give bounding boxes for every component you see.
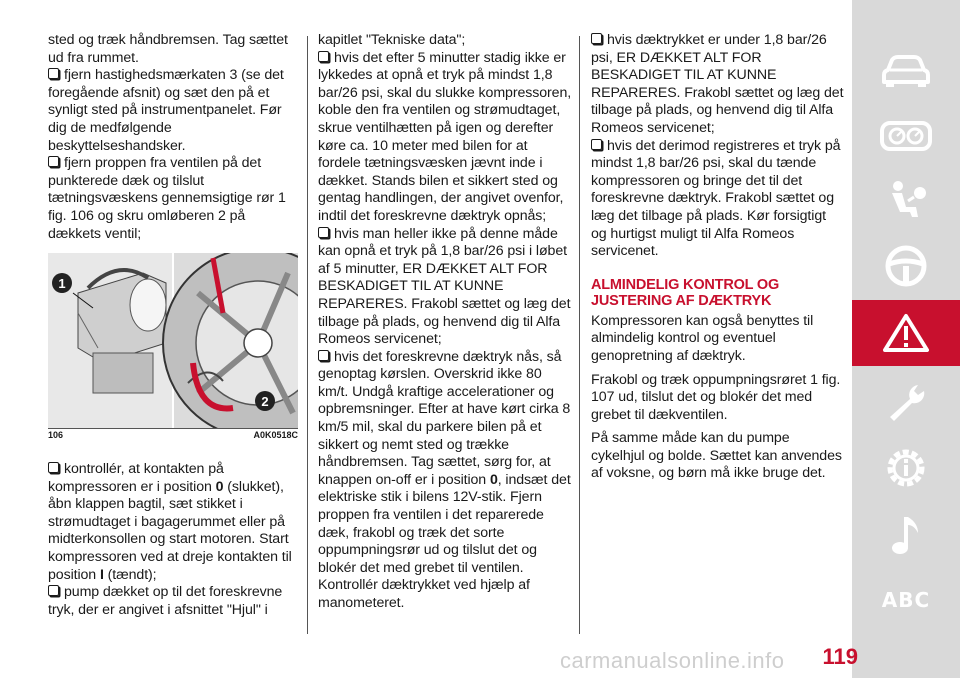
bullet-item (318, 226, 574, 349)
music-note-icon (888, 513, 924, 557)
bullet-item (318, 349, 574, 613)
paragraph: Frakobl og træk oppumpningsrøret 1 fig. 107 ud, tilslut det og blokér det med grebet til dækventilen. (591, 371, 841, 423)
figure-code: A0K0518C (253, 430, 298, 440)
bullet-item (591, 138, 845, 261)
figure-caption (48, 430, 298, 444)
bullet-box-icon (318, 227, 329, 238)
paragraph: sted og træk håndbremsen. Tag sættet ud fra rummet. (48, 32, 288, 66)
sidebar-item-dashboard[interactable] (852, 103, 960, 169)
sidebar-item-car[interactable] (852, 38, 960, 104)
text-column-3 (591, 32, 845, 483)
figure-106 (48, 253, 298, 428)
figure-number: 106 (48, 430, 64, 440)
watermark: carmanualsonline.info (560, 648, 785, 673)
warning-triangle-icon (883, 313, 929, 353)
bullet-text: fjern hastighedsmærkaten 3 (se det foregående afsnit) og sæt den på et synligt sted på instrumentpanelet. Før dig de medfølgende beskyttelseshandsker. (48, 67, 284, 154)
sidebar-item-index[interactable] (852, 567, 960, 633)
bullet-text: (slukket), åbn klappen bagtil, sæt stikket i strømudtaget i bagagerummet eller på midterkonsollen og start motoren. Start kompressoren ved at dreje kontakten til position (48, 478, 292, 583)
paragraph: Kompressoren kan også benyttes til almindelig kontrol og eventuel genopretning af dæktryk. (591, 312, 814, 364)
bullet-box-icon (591, 139, 602, 150)
car-icon (882, 54, 930, 88)
airbag-seat-icon (884, 179, 928, 223)
bullet-text: , indsæt det elektriske stik i bilens 12V-stik. Fjern proppen fra ventilen i det reparerede dæk, frakobl og træk det sorte oppumpningsrør ud og tilslut det og blokér det med grebet til ventilen. Kontrollér dæktrykket ved hjælp af manometeret. (318, 471, 571, 611)
bullet-box-icon (48, 68, 59, 79)
gear-info-icon (883, 445, 929, 491)
sidebar-item-maintenance[interactable] (852, 370, 960, 436)
column-divider (579, 36, 580, 634)
position-label: I (99, 566, 104, 583)
bullet-box-icon (48, 585, 59, 596)
chapter-sidebar (852, 0, 960, 678)
bullet-item (591, 32, 845, 138)
index-label: ABC (881, 588, 931, 612)
bullet-text: (tændt); (103, 566, 157, 583)
paragraph: På samme måde kan du pumpe cykelhjul og bolde. Sættet kan anvendes af voksne, og børn må ikke bruge det. (591, 430, 842, 482)
bullet-item (48, 461, 300, 584)
bullet-text: fjern proppen fra ventilen på det punkterede dæk og tilslut tætningsvæskens gennemsigtige rør 1 fig. 106 og skru omløberen 2 på dækkets ventil; (48, 155, 286, 242)
bullet-text: hvis det efter 5 minutter stadig ikke er lykkedes at opnå et tryk på mindst 1,8 bar/26 psi, skal du slukke kompressoren, koble den fra ventilen og strømudtaget, skrue ventilhætten på igen og derefter køre ca. 10 meter med bilen for at fordele tætningsvæsken jævnt inde i dækket. Stands bilen et sikkert sted og gentag handlingen, der angivet ovenfor, indtil det foreskrevne dæktryk opnås; (318, 49, 572, 224)
position-label: 0 (489, 471, 498, 488)
bullet-item (48, 67, 300, 155)
bullet-text: hvis det derimod registreres et tryk på mindst 1,8 bar/26 psi, skal du tænde kompressoren og bringe det til det foreskrevne dæktryk. Frakobl sættet og læg det tilbage på plads. Kør forsigtigt og hurtigst muligt til Alfa Romeos servicenet. (591, 137, 841, 260)
steering-wheel-icon (884, 244, 928, 288)
paragraph: kapitlet "Tekniske data"; (318, 32, 466, 48)
wrench-icon (884, 381, 928, 425)
callout-2-label: 2 (261, 394, 269, 409)
bullet-item (48, 155, 300, 243)
callout-1-label: 1 (58, 276, 66, 291)
figure-caption-rule (48, 428, 298, 429)
bullet-text: hvis det foreskrevne dæktryk nås, så genoptag kørslen. Overskrid ikke 80 km/t. Undgå kraftige accelerationer og opbremsninger. Efter at have kørt cirka 8 km/5 mil, skal du parkere bilen på et sikkert og nemt sted og trække håndbremsen. Tag sættet, sørg for, at knappen on-off er i position (318, 348, 571, 488)
bullet-text: pump dækket op til det foreskrevne tryk, der er angivet i afsnittet "Hjul" i (48, 584, 283, 618)
text-column-1-continued (48, 461, 300, 619)
text-column-2 (318, 32, 574, 613)
bullet-box-icon (48, 156, 59, 167)
bullet-box-icon (318, 350, 329, 361)
sidebar-item-driving[interactable] (852, 233, 960, 299)
dashboard-icon (880, 119, 932, 153)
sidebar-item-safety[interactable] (852, 168, 960, 234)
bullet-text: hvis dæktrykket er under 1,8 bar/26 psi, ER DÆKKET ALT FOR BESKADIGET TIL AT KUNNE REPARERES. Frakobl sættet og læg det tilbage på plads, og henvend dig til Alfa Romeos servicenet; (591, 32, 844, 136)
section-heading: ALMINDELIG KONTROL OG JUSTERING AF DÆKTRYK (591, 276, 780, 309)
sidebar-item-technical-data[interactable] (852, 435, 960, 501)
bullet-box-icon (48, 462, 59, 473)
text-column-1 (48, 32, 300, 243)
bullet-box-icon (591, 33, 602, 44)
position-label: 0 (215, 478, 224, 495)
bullet-box-icon (318, 51, 329, 62)
bullet-item (48, 584, 300, 619)
bullet-text: hvis man heller ikke på denne måde kan opnå et tryk på 1,8 bar/26 psi i løbet af 5 minutter, ER DÆKKET ALT FOR BESKADIGET TIL AT KUNNE REPARERES. Frakobl sættet og læg det tilbage på plads, og henvend dig til Alfa Romeos servicenet; (318, 225, 571, 348)
sidebar-item-multimedia[interactable] (852, 502, 960, 568)
page-number: 119 (822, 644, 858, 669)
bullet-text: kontrollér, at kontakten på kompressoren er i position (48, 461, 224, 495)
bullet-item (318, 50, 574, 226)
column-divider (307, 36, 308, 634)
sidebar-item-emergency[interactable] (852, 300, 960, 366)
